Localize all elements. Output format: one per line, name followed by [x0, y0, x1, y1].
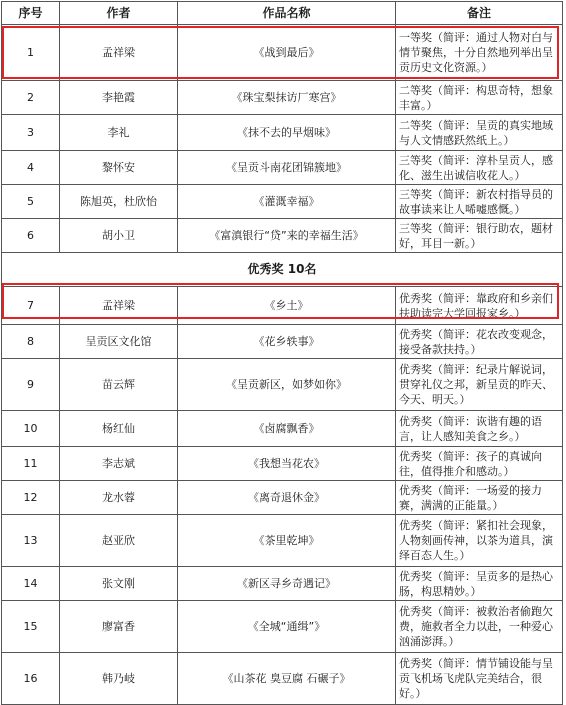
row-no: 4 [2, 151, 60, 185]
table-row [2, 567, 563, 601]
table-row [2, 447, 563, 481]
row-title: 《呈贡斗南花团锦簇地》 [178, 151, 396, 185]
row-note: 优秀奖（简评：孩子的真诚向往，值得推介和感动。） [396, 447, 563, 481]
row-note: 优秀奖（简评：纪录片解说词，贯穿礼仪之邦，新呈贡的昨天、今天、明天。） [396, 359, 563, 411]
header-note: 备注 [396, 2, 563, 25]
row-title: 《山茶花 臭豆腐 石碾子》 [178, 653, 396, 705]
table-row [2, 219, 563, 253]
row-no: 6 [2, 219, 60, 253]
row-note: 三等奖（简评：银行助农，题材好，耳目一新。） [396, 219, 563, 253]
row-no: 8 [2, 325, 60, 359]
row-no: 9 [2, 359, 60, 411]
row-note: 优秀奖（简评：紧扣社会现象，人物刻画传神，以茶为道具，演绎百态人生。） [396, 515, 563, 567]
row-note: 二等奖（简评：构思奇特，想象丰富。） [396, 81, 563, 115]
row-author: 杨红仙 [60, 411, 178, 447]
row-title: 《全城“通缉”》 [178, 601, 396, 653]
row-author: 李艳霞 [60, 81, 178, 115]
row-no: 14 [2, 567, 60, 601]
row-title: 《富滇银行“贷”来的幸福生活》 [178, 219, 396, 253]
row-note: 优秀奖（简评：靠政府和乡亲们扶助读完大学回报家乡。） [396, 287, 563, 325]
section-row [2, 253, 563, 287]
row-author: 李志斌 [60, 447, 178, 481]
row-author: 张文刚 [60, 567, 178, 601]
header-row [2, 2, 563, 25]
row-no: 5 [2, 185, 60, 219]
row-author: 赵亚欣 [60, 515, 178, 567]
header-title: 作品名称 [178, 2, 396, 25]
awards-table [1, 1, 563, 705]
row-note: 一等奖（简评：通过人物对白与情节聚焦，十分自然地列举出呈贡历史文化资源。） [396, 25, 563, 81]
row-note: 优秀奖（简评：花农改变观念，接受备款扶持。） [396, 325, 563, 359]
row-no: 1 [2, 25, 60, 81]
row-author: 龙水蓉 [60, 481, 178, 515]
row-title: 《抹不去的早烟味》 [178, 115, 396, 151]
row-note: 优秀奖（简评：一场爱的接力赛，满满的正能量。） [396, 481, 563, 515]
table-row [2, 185, 563, 219]
row-note: 二等奖（简评：呈贡的真实地域与人文情感跃然纸上。） [396, 115, 563, 151]
row-no: 3 [2, 115, 60, 151]
row-note: 三等奖（简评：淳朴呈贡人，感化、滋生出诚信收花人。） [396, 151, 563, 185]
row-author: 孟祥梁 [60, 25, 178, 81]
row-title: 《战到最后》 [178, 25, 396, 81]
row-author: 李礼 [60, 115, 178, 151]
table-row [2, 653, 563, 705]
table-row [2, 25, 563, 81]
row-note: 优秀奖（简评：情节铺设能与呈贡飞机场飞虎队完美结合，很好。） [396, 653, 563, 705]
row-no: 2 [2, 81, 60, 115]
table-row [2, 515, 563, 567]
row-no: 16 [2, 653, 60, 705]
table-row [2, 115, 563, 151]
row-note: 优秀奖（简评：被救治者偷跑欠费，施救者全力以赴，一种爱心汹涌澎湃。） [396, 601, 563, 653]
row-title: 《茶里乾坤》 [178, 515, 396, 567]
table-row [2, 151, 563, 185]
row-no: 12 [2, 481, 60, 515]
row-title: 《离奇退休金》 [178, 481, 396, 515]
row-author: 苗云辉 [60, 359, 178, 411]
row-title: 《乡土》 [178, 287, 396, 325]
row-no: 15 [2, 601, 60, 653]
table-row [2, 481, 563, 515]
row-author: 韩乃岐 [60, 653, 178, 705]
row-author: 呈贡区文化馆 [60, 325, 178, 359]
row-note: 三等奖（简评：新农村指导员的故事读来让人唏嘘感慨。） [396, 185, 563, 219]
table-row [2, 411, 563, 447]
row-title: 《卤腐飘香》 [178, 411, 396, 447]
row-no: 11 [2, 447, 60, 481]
row-no: 13 [2, 515, 60, 567]
table-row [2, 601, 563, 653]
row-title: 《灌溉幸福》 [178, 185, 396, 219]
row-title: 《我想当花农》 [178, 447, 396, 481]
row-note: 优秀奖（简评：诙谐有趣的语言，让人感知美食之乡。） [396, 411, 563, 447]
row-author: 孟祥梁 [60, 287, 178, 325]
table-row [2, 359, 563, 411]
header-no: 序号 [2, 2, 60, 25]
row-author: 黎怀安 [60, 151, 178, 185]
table-row [2, 81, 563, 115]
row-title: 《新区寻乡奇遇记》 [178, 567, 396, 601]
row-title: 《珠宝梨抹访厂寒宫》 [178, 81, 396, 115]
row-no: 7 [2, 287, 60, 325]
header-author: 作者 [60, 2, 178, 25]
row-no: 10 [2, 411, 60, 447]
row-author: 陈旭英，杜欣怡 [60, 185, 178, 219]
section-title: 优秀奖 10名 [2, 253, 563, 287]
row-note: 优秀奖（简评：呈贡多的是热心肠，构思精妙。） [396, 567, 563, 601]
row-title: 《呈贡新区，如梦如你》 [178, 359, 396, 411]
row-author: 廖富香 [60, 601, 178, 653]
table-row [2, 287, 563, 325]
row-author: 胡小卫 [60, 219, 178, 253]
row-title: 《花乡轶事》 [178, 325, 396, 359]
table-row [2, 325, 563, 359]
